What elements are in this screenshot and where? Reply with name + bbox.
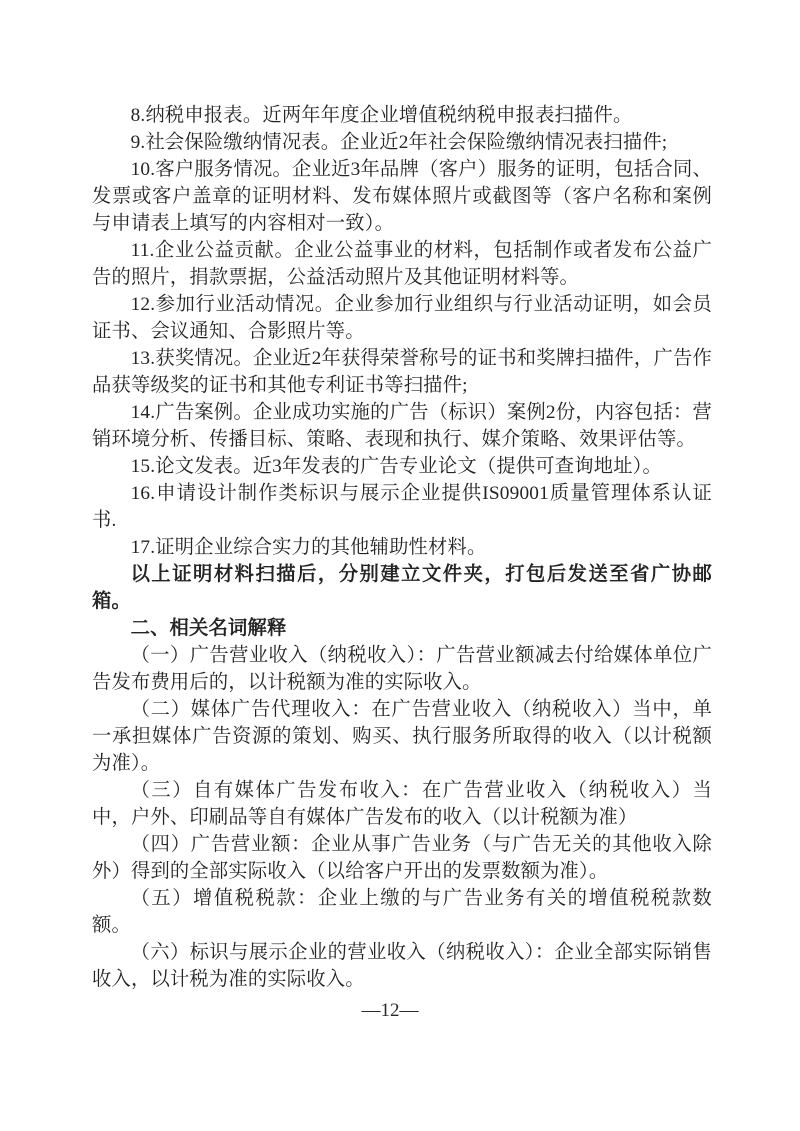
paragraph: 二、相关名词解释 <box>130 618 287 639</box>
paragraph: 11.企业公益贡献。企业公益事业的材料，包括制作或者发布公益广告的照片，捐款票据，公益活动照片及其他证明材料等。 <box>92 240 712 288</box>
paragraph: 8.纳税申报表。近两年年度企业增值税纳税申报表扫描件。 <box>130 105 633 126</box>
page-number: —12— <box>361 1000 419 1021</box>
paragraph: 15.论文发表。近3年发表的广告专业论文（提供可查询地址）。 <box>130 456 663 477</box>
paragraph: （六）标识与展示企业的营业收入（纳税收入）：企业全部实际销售收入，以计税为准的实际收入。 <box>92 942 712 990</box>
page-footer <box>80 1000 700 1022</box>
paragraph: 9.社会保险缴纳情况表。企业近2年社会保险缴纳情况表扫描件; <box>130 132 668 153</box>
paragraph: （一）广告营业收入（纳税收入）：广告营业额减去付给媒体单位广告发布费用后的，以计税额为准的实际收入。 <box>92 645 712 693</box>
paragraph: （二）媒体广告代理收入：在广告营业收入（纳税收入）当中，单一承担媒体广告资源的策划、购买、执行服务所取得的收入（以计税额为准）。 <box>92 699 712 774</box>
document-body <box>92 102 712 993</box>
paragraph: 以上证明材料扫描后，分别建立文件夹，打包后发送至省广协邮箱。 <box>92 564 712 612</box>
paragraph: 16.申请设计制作类标识与展示企业提供IS09001质量管理体系认证书. <box>92 483 712 531</box>
paragraph: 17.证明企业综合实力的其他辅助性材料。 <box>130 537 487 558</box>
paragraph: （三）自有媒体广告发布收入：在广告营业收入（纳税收入）当中，户外、印刷品等自有媒体广告发布的收入（以计税额为准） <box>92 780 712 828</box>
paragraph: 14.广告案例。企业成功实施的广告（标识）案例2份，内容包括：营销环境分析、传播目标、策略、表现和执行、媒介策略、效果评估等。 <box>92 402 712 450</box>
paragraph: 12.参加行业活动情况。企业参加行业组织与行业活动证明，如会员证书、会议通知、合影照片等。 <box>92 294 712 342</box>
paragraph: （五）增值税税款：企业上缴的与广告业务有关的增值税税款数额。 <box>92 888 712 936</box>
paragraph: 13.获奖情况。企业近2年获得荣誉称号的证书和奖牌扫描件，广告作品获等级奖的证书和其他专利证书等扫描件; <box>92 348 712 396</box>
paragraph: 10.客户服务情况。企业近3年品牌（客户）服务的证明，包括合同、发票或客户盖章的证明材料、发布媒体照片或截图等（客户名称和案例与申请表上填写的内容相对一致）。 <box>92 159 712 234</box>
paragraph: （四）广告营业额：企业从事广告业务（与广告无关的其他收入除外）得到的全部实际收入（以给客户开出的发票数额为准）。 <box>92 834 712 882</box>
